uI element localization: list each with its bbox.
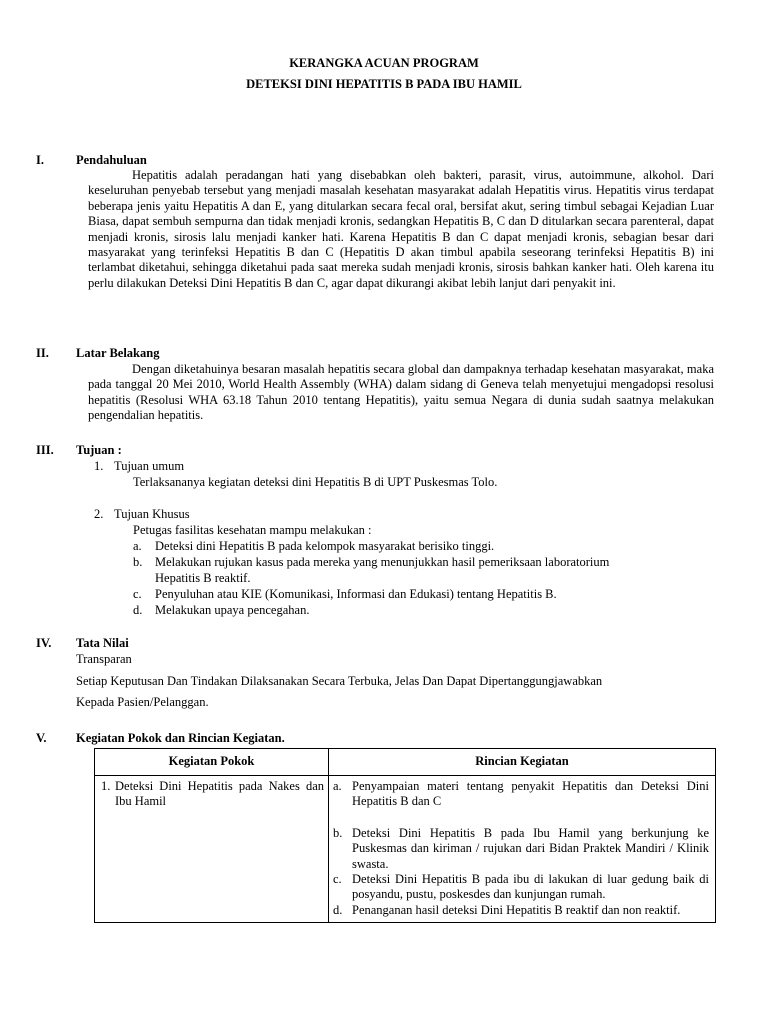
list-item: Melakukan rujukan kasus pada mereka yang menunjukkan hasil pemeriksaan laboratorium	[155, 555, 610, 569]
list-marker: c.	[333, 872, 342, 887]
body-text: Terlaksananya kegiatan deteksi dini Hepatitis B di UPT Puskesmas Tolo.	[133, 475, 498, 489]
section-heading: Tujuan :	[76, 443, 122, 457]
section-paragraph: Hepatitis adalah peradangan hati yang disebabkan oleh bakteri, parasit, virus, autoimmune, alkohol. Dari keseluruhan penyebab tersebut yang menjadi masalah kesehatan masyarakat adalah Hepatitis virus. Hepatitis virus terdapat beberapa jenis yaitu Hepatitis A dan E, yang ditularkan secara fecal oral, bersifat akut, sering timbul sebagai Kejadian Luar Biasa, dapat sembuh sempurna dan tidak menjadi kronis, sedangkan Hepatitis B, C dan D ditularkan secara parenteral, dapat menjadi kronis, sirosis lalu menjadi kanker hati. Karena Hepatitis B dan C dapat menjadi kronis, sebagian besar dari masyarakat yang terinfeksi Hepatitis B dan C (Hepatitis D akan timbul apabila seseorang terinfeksi Hepatitis B) ini terlambat diketahui, sehingga diketahui pada saat mereka sudah menjadi kronis, sirosis bahkan kanker hati. Oleh karena itu perlu dilakukan Deteksi Dini Hepatitis B dan C, agar dapat dikurangi akibat lebih lanjut dari penyakit ini.	[88, 168, 714, 290]
table-header-cell: Rincian Kegiatan	[329, 749, 716, 776]
section-heading: Tata Nilai	[76, 636, 129, 650]
section-number: I.	[36, 153, 44, 167]
table-row	[95, 776, 716, 923]
document-title: KERANGKA ACUAN PROGRAM	[289, 56, 479, 70]
section-number: III.	[36, 443, 54, 457]
list-marker: a.	[333, 779, 342, 793]
subheading: Tujuan umum	[114, 459, 185, 473]
list-marker: b.	[133, 555, 143, 569]
body-text: Petugas fasilitas kesehatan mampu melakukan :	[133, 523, 372, 537]
pokok-text: Deteksi Dini Hepatitis pada Nakes dan Ibu Hamil	[115, 779, 324, 809]
body-text: Kepada Pasien/Pelanggan.	[76, 695, 209, 709]
table-cell-pokok	[95, 776, 329, 923]
list-item	[333, 826, 709, 872]
list-marker: d.	[333, 902, 343, 917]
list-marker: c.	[133, 587, 142, 601]
list-item	[333, 872, 709, 903]
section-paragraph: Dengan diketahuinya besaran masalah hepatitis secara global dan dampaknya terhadap kesehatan masyarakat, maka pada tanggal 20 Mei 2010, World Health Assembly (WHA) dalam sidang di Geneva telah menyetujui mengadopsi resolusi hepatitis (Resolusi WHA 63.18 Tahun 2010 tentang Hepatitis), yaitu semua Negara di dunia sudah saatnya melakukan pengendalian hepatitis.	[88, 362, 714, 423]
body-text: Setiap Keputusan Dan Tindakan Dilaksanakan Secara Terbuka, Jelas Dan Dapat Dipertanggungjawabkan	[76, 674, 603, 688]
rincian-text: Penyampaian materi tentang penyakit Hepatitis dan Deteksi Dini Hepatitis B dan C	[352, 779, 709, 809]
subheading: Tujuan Khusus	[114, 507, 190, 521]
list-marker: d.	[133, 603, 143, 617]
section-heading: Kegiatan Pokok dan Rincian Kegiatan.	[76, 731, 285, 745]
list-item	[101, 779, 324, 810]
list-marker: b.	[333, 825, 343, 840]
document-subtitle: DETEKSI DINI HEPATITIS B PADA IBU HAMIL	[246, 77, 522, 91]
list-item: Penyuluhan atau KIE (Komunikasi, Informasi dan Edukasi) tentang Hepatitis B.	[155, 587, 557, 601]
list-item	[333, 903, 709, 918]
list-item: Deteksi dini Hepatitis B pada kelompok masyarakat berisiko tinggi.	[155, 539, 495, 553]
list-number: 1.	[101, 779, 111, 793]
list-item	[333, 779, 709, 810]
section-number: IV.	[36, 636, 52, 650]
section-heading: Pendahuluan	[76, 153, 147, 167]
kegiatan-table	[94, 748, 716, 923]
section-heading: Latar Belakang	[76, 346, 160, 360]
rincian-text: Penanganan hasil deteksi Dini Hepatitis B reaktif dan non reaktif.	[352, 902, 681, 917]
rincian-text: Deteksi Dini Hepatitis B pada ibu di lakukan di luar gedung baik di posyandu, pustu, poskesdes dan kunjungan rumah.	[352, 872, 709, 902]
subheading: Transparan	[76, 652, 132, 666]
section-number: II.	[36, 346, 49, 360]
rincian-text: Deteksi Dini Hepatitis B pada Ibu Hamil yang berkunjung ke Puskesmas dan kiriman / rujukan dari Bidan Praktek Mandiri / Klinik swasta.	[352, 825, 709, 871]
list-number: 1.	[94, 459, 104, 473]
list-marker: a.	[133, 539, 142, 553]
table-header-row	[95, 749, 716, 776]
list-number: 2.	[94, 507, 104, 521]
list-item-continuation: Hepatitis B reaktif.	[155, 571, 251, 585]
section-number: V.	[36, 731, 47, 745]
table-header-cell: Kegiatan Pokok	[95, 749, 329, 776]
table-cell-rincian	[329, 776, 716, 923]
list-item: Melakukan upaya pencegahan.	[155, 603, 310, 617]
